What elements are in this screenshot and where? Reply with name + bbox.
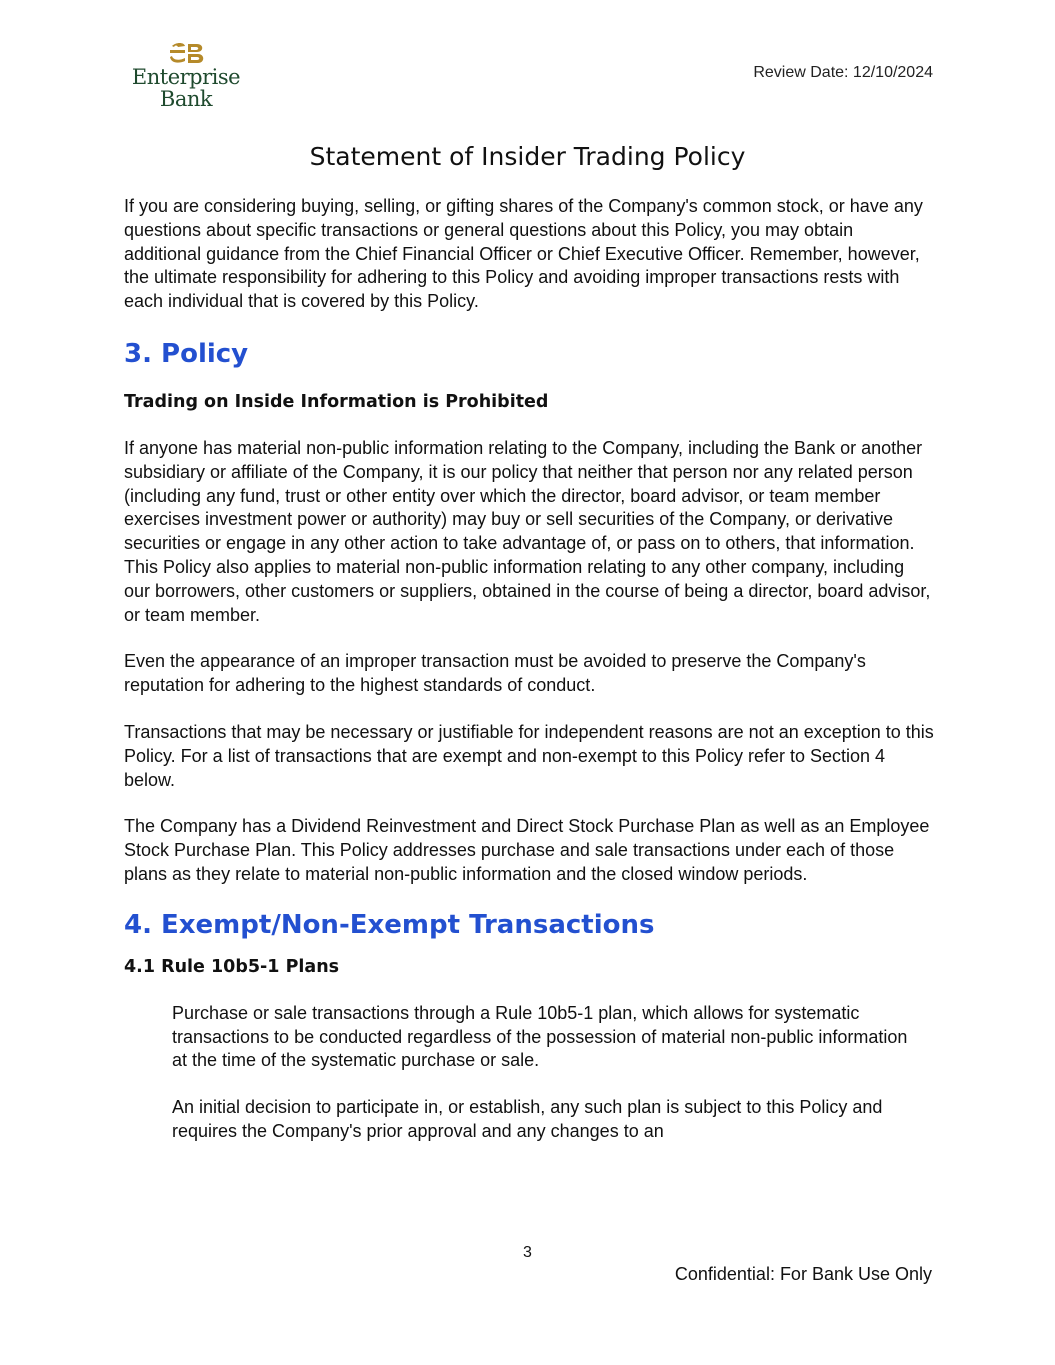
document-body <box>124 195 934 1144</box>
section-4-1-subheading: 4.1 Rule 10b5-1 Plans <box>124 956 340 977</box>
page-number: 3 <box>523 1244 532 1261</box>
section-3-paragraph-3: Transactions that may be necessary or justifiable for independent reasons are not an exception to this Policy. For a list of transactions that are exempt and non-exempt to this Policy refer to Section 4 below. <box>124 721 934 790</box>
bank-logo-mark-icon <box>166 42 206 64</box>
section-4-1-paragraph-1: Purchase or sale transactions through a Rule 10b5-1 plan, which allows for systematic transactions to be conducted regardless of the possession of material non-public information at the time of the systematic purchase or sale. <box>172 1002 908 1071</box>
confidential-footer: Confidential: For Bank Use Only <box>674 1264 932 1284</box>
section-4-1-paragraph-2: An initial decision to participate in, or establish, any such plan is subject to this Policy and requires the Company's prior approval and any changes to an <box>172 1097 883 1141</box>
logo-text-enterprise: Enterprise <box>131 65 241 89</box>
section-3-subheading: Trading on Inside Information is Prohibited <box>124 391 549 412</box>
section-3-paragraph-1: If anyone has material non-public information relating to the Company, including the Bank or another subsidiary or affiliate of the Company, it is our policy that neither that person nor any related person (including any fund, trust or other entity over which the director, board advisor, or team member exercises investment power or authority) may buy or sell securities of the Company, or derivative securities or engage in any other action to take advantage of, or pass on to others, that information. This Policy also applies to material non-public information relating to any other company, including our borrowers, other customers or suppliers, obtained in the course of being a director, board advisor, or team member. <box>124 437 931 625</box>
section-3-paragraph-2: Even the appearance of an improper transaction must be avoided to preserve the Company's reputation for adhering to the highest standards of conduct. <box>124 651 866 696</box>
section-3-paragraph-4: The Company has a Dividend Reinvestment and Direct Stock Purchase Plan as well as an Employee Stock Purchase Plan. This Policy addresses purchase and sale transactions under each of those plans as they relate to material non-public information and the closed window periods. <box>124 816 930 884</box>
review-date: Review Date: 12/10/2024 <box>753 64 933 81</box>
intro-paragraph: If you are considering buying, selling, or gifting shares of the Company's common stock, or have any questions about specific transactions or general questions about this Policy, you may obtain additional guidance from the Chief Financial Officer or Chief Executive Officer. Remember, however, the ultimate responsibility for adhering to this Policy and avoiding improper transactions rests with each individual that is covered by this Policy. <box>124 196 923 312</box>
enterprise-bank-logo <box>126 42 246 110</box>
logo-text-bank: Bank <box>159 87 213 111</box>
section-3-heading: 3. Policy <box>124 338 249 369</box>
document-title: Statement of Insider Trading Policy <box>309 142 746 171</box>
section-4-heading: 4. Exempt/Non-Exempt Transactions <box>124 909 655 940</box>
